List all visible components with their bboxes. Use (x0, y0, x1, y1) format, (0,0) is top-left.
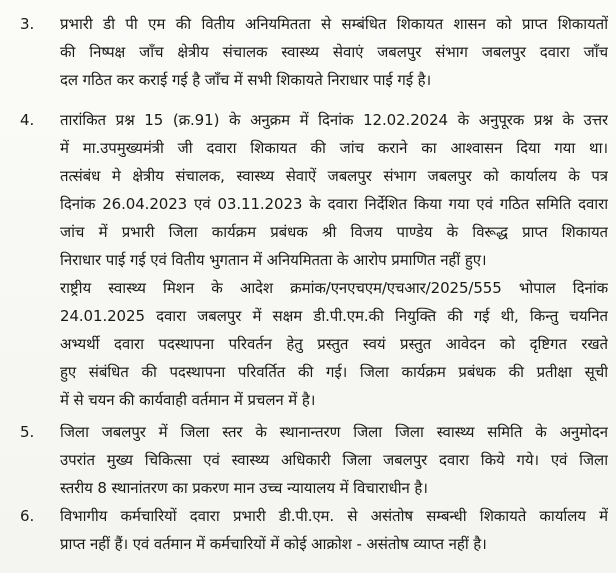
text-line: निराधार पाई गई एवं वितीय भुगतान में अनियमितता के आरोप प्रमाणित नहीं हुए। (60, 251, 487, 269)
text-line: में से चयन की कार्यवाही वर्तमान में प्रचलन में है। (60, 391, 316, 409)
text-line: दिनांक 26.04.2023 एवं 03.11.2023 के दवारा निर्देशित किया गया एवं गठित समिति दवारा (60, 195, 608, 213)
text-line: में मा.उपमुख्यमंत्री जी दवारा शिकायत की जांच कराने का आश्वासन दिया गया था। (60, 139, 608, 157)
text-line: विभागीय कर्मचारियों दवारा प्रभारी डी.पी.एम. से असंतोष सम्बन्धी शिकायते कार्यालय में (60, 507, 608, 525)
text-line: अभ्यर्थी दवारा पदस्थापना परिवर्तन हेतु प्रस्तुत स्वयं प्रस्तुत आवेदन को दृष्टिगत रखते (60, 335, 608, 353)
text-line: जिला जबलपुर में जिला स्तर के स्थानान्तरण जिला जिला स्वास्थ्य समिति के अनुमोदन (60, 423, 608, 441)
text-line: की निष्पक्ष जाँच क्षेत्रीय संचालक स्वास्थ्य सेवाएं जबलपुर संभाग जबलपुर दवारा जाँच (60, 43, 608, 61)
text-line: प्राप्त नहीं हैं। एवं वर्तमान में कर्मचारियों में कोई आक्रोश - असंतोष व्याप्त नहीं है। (60, 535, 487, 553)
item-number: 4. (20, 111, 35, 129)
item-number: 6. (20, 507, 35, 525)
text-line: 24.01.2025 दवारा जबलपुर में सक्षम डी.पी.एम.की नियुक्ति की गई थी, किन्तु चयनित (60, 307, 608, 325)
text-line: प्रभारी डी पी एम की वितीय अनियमितता से सम्बंधित शिकायत शासन को प्राप्त शिकायतों (60, 15, 608, 33)
text-line: हुए संबंधित की पदस्थापना परिवर्तित की गई। जिला कार्यक्रम प्रबंधक की प्रतीक्षा सूची (60, 363, 608, 381)
text-line: जांच में प्रभारी जिला कार्यक्रम प्रबंधक श्री विजय पाण्डेय के विरूद्ध प्राप्त शिकायत (60, 223, 608, 241)
item-number: 5. (20, 423, 35, 441)
item-text (60, 418, 608, 502)
item-text (60, 106, 608, 414)
text-line: तारांकित प्रश्न 15 (क्र.91) के अनुक्रम में दिनांक 12.02.2024 के अनुपूरक प्रश्न के उत्तर (60, 111, 608, 129)
text-line: उपरांत मुख्य चिकित्सा एवं स्वास्थ्य अधिकारी जिला जबलपुर दवारा किये गये। एवं जिला (60, 451, 608, 469)
text-line: दल गठित कर कराई गई है जाँच में सभी शिकायते निराधार पाई गई है। (60, 71, 432, 89)
item-text (60, 502, 608, 558)
text-line: स्तरीय 8 स्थानांतरण का प्रकरण मान उच्च न्यायालय में विचाराधीन है। (60, 479, 428, 497)
text-line: तत्संबंध मे क्षेत्रीय संचालक, स्वास्थ्य सेवाऐं जबलपुर संभाग जबलपुर को कार्यालय के पत्र (60, 167, 608, 185)
item-number: 3. (20, 15, 35, 33)
text-line: राष्ट्रीय स्वास्थ्य मिशन के आदेश क्रमांक/एनएचएम/एचआर/2025/555 भोपाल दिनांक (60, 279, 608, 297)
item-text (60, 10, 608, 94)
